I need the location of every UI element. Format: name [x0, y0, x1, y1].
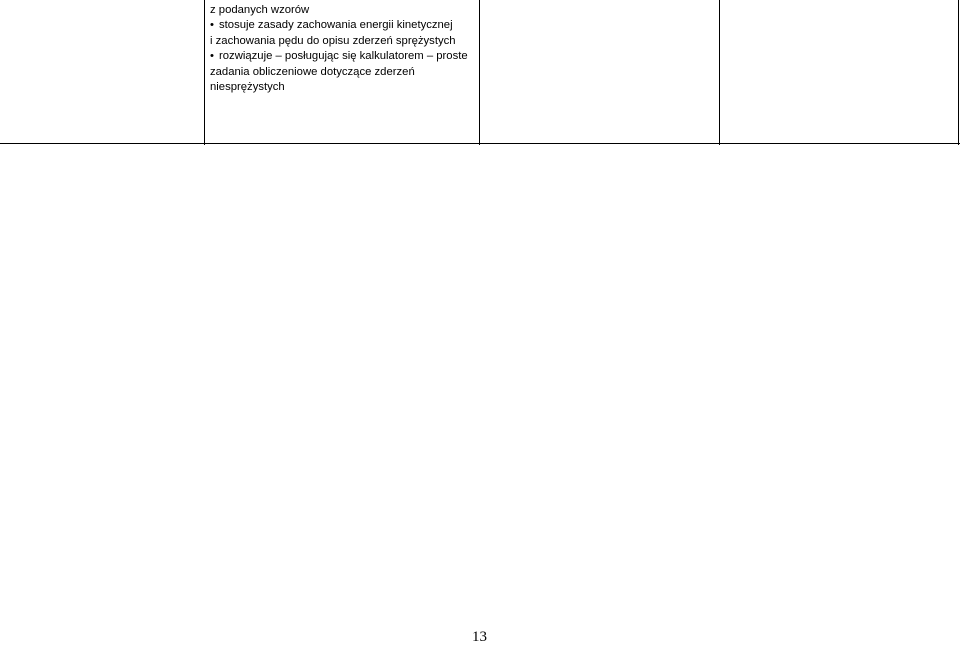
- table-column-border: [479, 0, 480, 145]
- table-cell-requirements: [210, 3, 476, 95]
- table-column-border: [719, 0, 720, 145]
- table-column-border: [204, 0, 205, 145]
- cell-line: i zachowania pędu do opisu zderzeń sprężystych: [210, 34, 456, 47]
- cell-line-bullet: • rozwiązuje – posługując się kalkulatorem – proste: [210, 49, 476, 64]
- bullet-icon: •: [210, 50, 214, 63]
- table-row-border: [0, 143, 960, 144]
- table-column-border: [958, 0, 959, 145]
- cell-line: z podanych wzorów: [210, 4, 310, 16]
- cell-line-bullet: • stosuje zasady zachowania energii kinetycznej: [210, 18, 476, 33]
- cell-line: niesprężystych: [210, 81, 285, 94]
- bullet-icon: •: [210, 19, 214, 32]
- cell-line: zadania obliczeniowe dotyczące zderzeń: [210, 65, 415, 78]
- page-number: 13: [472, 629, 487, 645]
- requirements-table: [0, 0, 960, 145]
